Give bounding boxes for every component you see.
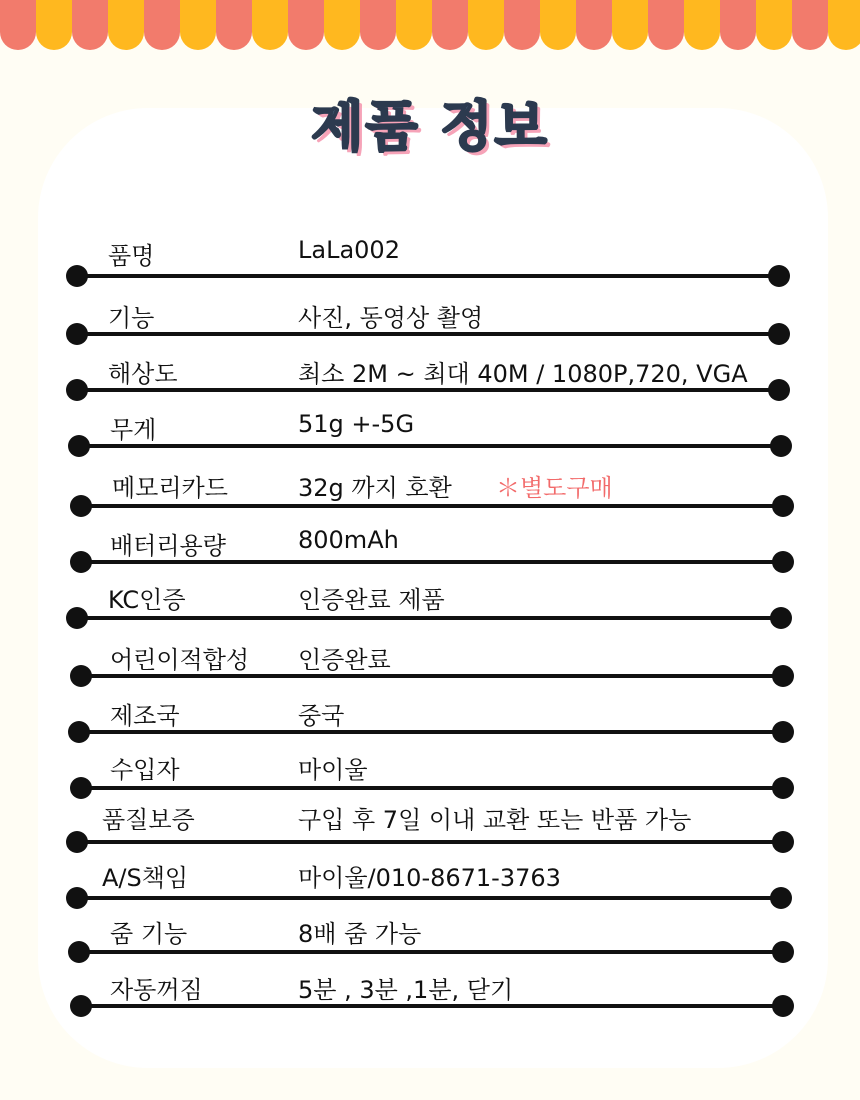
awning-stripe (540, 0, 576, 50)
spec-value: 800mAh (298, 526, 399, 554)
spec-label: 어린이적합성 (110, 646, 250, 674)
spec-value: 구입 후 7일 이내 교환 또는 반품 가능 (298, 806, 692, 834)
awning-stripe (468, 0, 504, 50)
awning-stripe (72, 0, 108, 50)
line-end-dot-right (768, 379, 790, 401)
spec-value: 중국 (298, 702, 345, 730)
spec-value: 5분 , 3분 ,1분, 닫기 (298, 976, 514, 1004)
page-title: 제품 정보 (311, 95, 549, 158)
spec-label: 수입자 (110, 756, 180, 784)
row-divider-line (78, 560, 782, 564)
spec-row (0, 970, 860, 1030)
awning-stripe (180, 0, 216, 50)
spec-row (0, 354, 860, 414)
spec-value: 인증완료 제품 (298, 586, 445, 614)
line-end-dot-left (70, 777, 92, 799)
line-end-dot-right (772, 995, 794, 1017)
line-end-dot-left (66, 379, 88, 401)
line-end-dot-left (66, 887, 88, 909)
spec-value: 8배 줌 가능 (298, 920, 422, 948)
row-divider-line (78, 616, 782, 620)
spec-row (0, 914, 860, 974)
awning-stripe (576, 0, 612, 50)
awning-stripe (756, 0, 792, 50)
line-end-dot-right (772, 721, 794, 743)
awning-stripe (252, 0, 288, 50)
awning-stripe (720, 0, 756, 50)
spec-label: 기능 (108, 304, 155, 332)
line-end-dot-right (770, 607, 792, 629)
line-end-dot-left (68, 435, 90, 457)
line-end-dot-left (66, 265, 88, 287)
row-divider-line (78, 274, 782, 278)
line-end-dot-right (772, 941, 794, 963)
line-end-dot-left (70, 995, 92, 1017)
line-end-dot-left (68, 941, 90, 963)
awning-stripe (324, 0, 360, 50)
spec-row (0, 640, 860, 700)
spec-label: 배터리용량 (110, 532, 226, 560)
line-end-dot-right (768, 265, 790, 287)
spec-row (0, 858, 860, 918)
line-end-dot-left (70, 551, 92, 573)
awning-stripe (216, 0, 252, 50)
row-divider-line (78, 1004, 782, 1008)
line-end-dot-left (66, 831, 88, 853)
line-end-dot-right (772, 665, 794, 687)
line-end-dot-right (768, 323, 790, 345)
spec-label: KC인증 (108, 586, 186, 614)
spec-row (0, 696, 860, 756)
spec-row (0, 800, 860, 860)
line-end-dot-left (68, 721, 90, 743)
row-divider-line (78, 840, 782, 844)
line-end-dot-right (772, 777, 794, 799)
line-end-dot-right (772, 831, 794, 853)
awning-stripe (144, 0, 180, 50)
awning-stripe (108, 0, 144, 50)
spec-row (0, 298, 860, 358)
spec-value: 51g +-5G (298, 410, 415, 438)
row-divider-line (78, 444, 782, 448)
spec-row (0, 236, 860, 296)
spec-row (0, 580, 860, 640)
spec-label: 무게 (110, 416, 157, 444)
awning-stripe (828, 0, 860, 50)
row-divider-line (78, 332, 782, 336)
spec-value: 최소 2M ~ 최대 40M / 1080P,720, VGA (298, 360, 748, 388)
spec-value: 인증완료 (298, 646, 391, 674)
spec-label: 메모리카드 (112, 474, 228, 502)
awning-stripe (612, 0, 648, 50)
spec-label: A/S책임 (102, 864, 189, 892)
line-end-dot-right (772, 495, 794, 517)
awning-stripe (36, 0, 72, 50)
awning-stripe (648, 0, 684, 50)
row-divider-line (78, 674, 782, 678)
line-end-dot-right (772, 551, 794, 573)
spec-label: 제조국 (110, 702, 180, 730)
line-end-dot-left (66, 323, 88, 345)
awning-stripe (288, 0, 324, 50)
spec-value: 마이울 (298, 756, 368, 784)
line-end-dot-left (66, 607, 88, 629)
awning-stripe (360, 0, 396, 50)
awning-stripe (504, 0, 540, 50)
spec-label: 품명 (108, 242, 155, 270)
line-end-dot-right (770, 887, 792, 909)
row-divider-line (78, 950, 782, 954)
row-divider-line (78, 730, 782, 734)
spec-row (0, 468, 860, 528)
spec-label: 해상도 (108, 360, 178, 388)
spec-value: 32g 까지 호환 (298, 474, 452, 502)
row-divider-line (78, 896, 782, 900)
spec-value: 사진, 동영상 촬영 (298, 304, 484, 332)
spec-row (0, 410, 860, 470)
line-end-dot-left (70, 495, 92, 517)
spec-label: 품질보증 (102, 806, 195, 834)
spec-row (0, 526, 860, 586)
awning-stripe (0, 0, 36, 50)
row-divider-line (78, 786, 782, 790)
awning-stripe (432, 0, 468, 50)
separate-purchase-note: ＊별도구매 (496, 474, 613, 502)
awning-stripe (684, 0, 720, 50)
striped-awning (0, 0, 860, 52)
spec-value: LaLa002 (298, 236, 400, 264)
awning-stripe (792, 0, 828, 50)
line-end-dot-right (770, 435, 792, 457)
awning-stripe (396, 0, 432, 50)
spec-label: 줌 기능 (110, 920, 188, 948)
line-end-dot-left (70, 665, 92, 687)
row-divider-line (78, 388, 782, 392)
spec-label: 자동꺼짐 (110, 976, 203, 1004)
row-divider-line (78, 504, 782, 508)
spec-value: 마이울/010-8671-3763 (298, 864, 561, 892)
